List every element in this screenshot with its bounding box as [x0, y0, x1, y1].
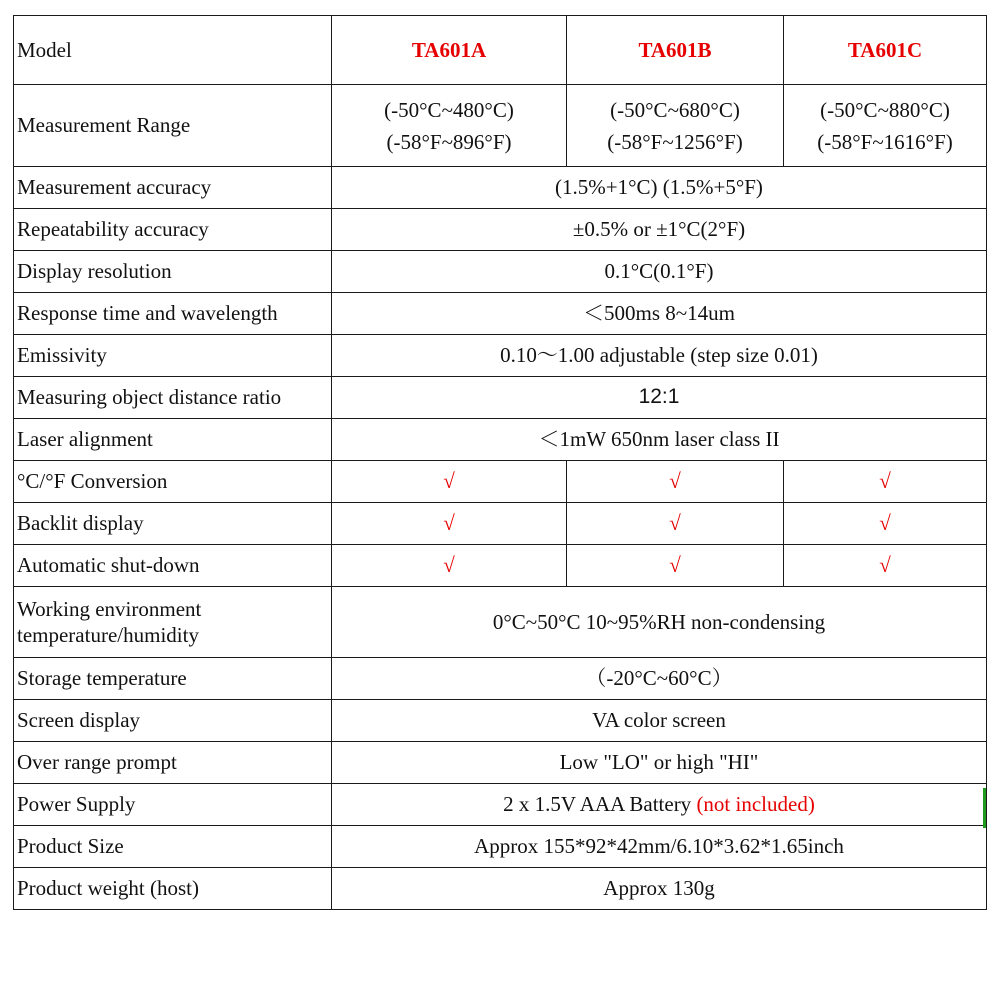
check-mark: √: [332, 503, 567, 545]
check-mark: √: [332, 461, 567, 503]
row-label: Repeatability accuracy: [14, 209, 332, 251]
feature-row: [14, 545, 987, 587]
table-row: [14, 251, 987, 293]
range-celsius: (-50°C~480°C): [384, 97, 514, 122]
row-label: Measuring object distance ratio: [14, 377, 332, 419]
check-mark: √: [784, 545, 987, 587]
spec-table: [13, 15, 987, 910]
check-mark: √: [784, 503, 987, 545]
table-row: [14, 826, 987, 868]
label-line: temperature/humidity: [17, 623, 199, 647]
row-value: 0.10～1.00 adjustable (step size 0.01): [332, 335, 987, 377]
row-value: (1.5%+1°C) (1.5%+5°F): [332, 167, 987, 209]
row-value: （-20°C~60°C）: [332, 658, 987, 700]
feature-row: [14, 503, 987, 545]
row-label: Emissivity: [14, 335, 332, 377]
model-ta601c: TA601C: [784, 16, 987, 85]
row-label: Screen display: [14, 700, 332, 742]
row-label: Measurement accuracy: [14, 167, 332, 209]
check-mark: √: [784, 461, 987, 503]
row-value: 12:1: [332, 377, 987, 419]
edge-mark: [983, 788, 986, 828]
range-fahrenheit: (-58°F~1256°F): [607, 129, 743, 154]
range-fahrenheit: (-58°F~896°F): [386, 129, 512, 154]
feature-row: [14, 461, 987, 503]
row-value: ±0.5% or ±1°C(2°F): [332, 209, 987, 251]
check-mark: √: [332, 545, 567, 587]
row-label: Backlit display: [14, 503, 332, 545]
range-celsius: (-50°C~880°C): [820, 97, 950, 122]
row-label: Measurement Range: [14, 85, 332, 167]
row-label: Product weight (host): [14, 868, 332, 910]
table-row: [14, 868, 987, 910]
check-mark: √: [567, 545, 784, 587]
model-ta601a: TA601A: [332, 16, 567, 85]
table-row: [14, 377, 987, 419]
model-label: Model: [14, 16, 332, 85]
table-row: [14, 587, 987, 658]
row-label: Product Size: [14, 826, 332, 868]
model-row: [14, 16, 987, 85]
table-row: [14, 784, 987, 826]
range-cell-c: [784, 85, 987, 167]
row-label: Power Supply: [14, 784, 332, 826]
row-value: Approx 130g: [332, 868, 987, 910]
not-included-note: (not included): [696, 792, 815, 817]
row-value: VA color screen: [332, 700, 987, 742]
check-mark: √: [567, 461, 784, 503]
row-label: Response time and wavelength: [14, 293, 332, 335]
row-label: Laser alignment: [14, 419, 332, 461]
row-label: Display resolution: [14, 251, 332, 293]
label-line: Working environment: [17, 596, 202, 621]
row-label: Storage temperature: [14, 658, 332, 700]
row-value: Approx 155*92*42mm/6.10*3.62*1.65inch: [332, 826, 987, 868]
range-cell-a: [332, 85, 567, 167]
row-value: ＜500ms 8~14um: [332, 293, 987, 335]
measurement-range-row: [14, 85, 987, 167]
row-value: 0°C~50°C 10~95%RH non-condensing: [332, 587, 987, 658]
table-row: [14, 293, 987, 335]
range-fahrenheit: (-58°F~1616°F): [817, 129, 953, 154]
table-row: [14, 167, 987, 209]
row-label: Automatic shut-down: [14, 545, 332, 587]
row-value: [332, 784, 987, 826]
table-row: [14, 742, 987, 784]
range-celsius: (-50°C~680°C): [610, 97, 740, 122]
row-label: °C/°F Conversion: [14, 461, 332, 503]
check-mark: √: [567, 503, 784, 545]
row-value: Low "LO" or high "HI": [332, 742, 987, 784]
row-label: [14, 587, 332, 658]
table-row: [14, 658, 987, 700]
power-value: 2 x 1.5V AAA Battery: [503, 792, 697, 817]
range-cell-b: [567, 85, 784, 167]
table-row: [14, 209, 987, 251]
table-row: [14, 335, 987, 377]
table-row: [14, 700, 987, 742]
row-value: ＜1mW 650nm laser class II: [332, 419, 987, 461]
row-value: 0.1°C(0.1°F): [332, 251, 987, 293]
table-row: [14, 419, 987, 461]
model-ta601b: TA601B: [567, 16, 784, 85]
row-label: Over range prompt: [14, 742, 332, 784]
